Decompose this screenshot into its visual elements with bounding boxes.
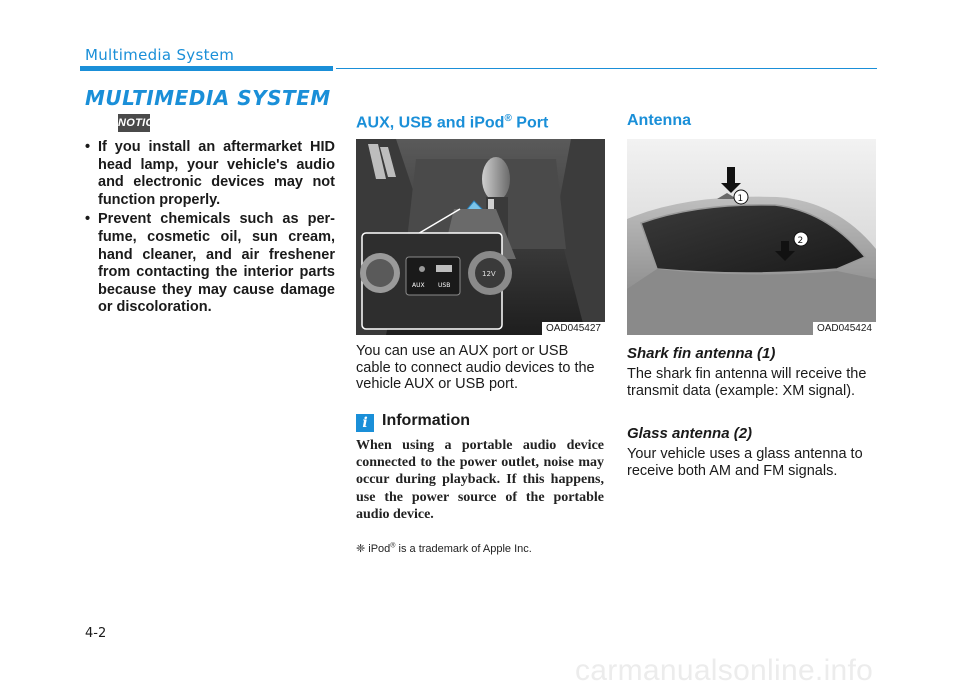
page-number: 4-2 <box>85 626 107 641</box>
port-heading-text: AUX, USB and iPod <box>356 114 505 132</box>
footnote-reg: ® <box>390 542 396 550</box>
glass-antenna-heading: Glass antenna (2) <box>627 425 753 442</box>
callout-1: 1 <box>737 194 744 204</box>
aux-label: AUX <box>412 282 425 289</box>
header-rule-thick <box>80 66 333 71</box>
console-ports-photo <box>356 139 605 335</box>
shark-fin-heading: Shark fin antenna (1) <box>627 345 776 362</box>
usb-label: USB <box>438 282 451 289</box>
power-outlet-label: 12V <box>482 270 496 278</box>
footnote-prefix: iPod <box>365 543 391 555</box>
footnote-suffix: is a trademark of Apple Inc. <box>395 543 532 555</box>
image-caption-console: OAD045427 <box>542 322 605 335</box>
shark-fin-body: The shark fin antenna will receive the transmit data (example: XM signal). <box>627 366 867 399</box>
car-antenna-photo <box>627 139 876 335</box>
chapter-title: MULTIMEDIA SYSTEM <box>85 86 331 110</box>
glass-antenna-body: Your vehicle uses a glass antenna to receive both AM and FM signals. <box>627 446 863 479</box>
car-illustration <box>627 139 876 335</box>
info-icon: i <box>356 414 374 432</box>
registered-mark: ® <box>504 113 512 124</box>
port-section-heading <box>356 113 548 132</box>
footnote-symbol: ❈ <box>356 543 366 555</box>
notice-item: • Prevent chemicals such as per-fume, cosmetic oil, sun cream, hand cleaner, and air freshener from contacting the interior parts because they may cause damage or discoloration. <box>85 211 335 317</box>
port-body-text: You can use an AUX port or USB cable to connect audio devices to the vehicle AUX or USB port. <box>356 343 595 392</box>
trademark-footnote <box>356 542 532 555</box>
info-body: When using a portable audio device connected to the power outlet, noise may occur during playback. If this happens, use the power source of the portable audio device. <box>356 438 604 522</box>
header-rule-thin <box>336 68 877 69</box>
callout-2: 2 <box>797 236 804 246</box>
image-caption-antenna: OAD045424 <box>813 322 876 335</box>
notice-item: • If you install an aftermarket HID head lamp, your vehicle's audio and electronic devices may not function properly. <box>85 139 335 209</box>
notice-list <box>85 139 335 319</box>
watermark: carmanualsonline.info <box>575 654 874 687</box>
notice-badge: NOTICE <box>118 114 150 132</box>
port-heading-suffix: Port <box>511 114 549 132</box>
antenna-heading: Antenna <box>627 112 691 129</box>
section-label: Multimedia System <box>85 46 235 64</box>
info-heading: Information <box>382 412 470 429</box>
console-illustration <box>356 139 605 335</box>
